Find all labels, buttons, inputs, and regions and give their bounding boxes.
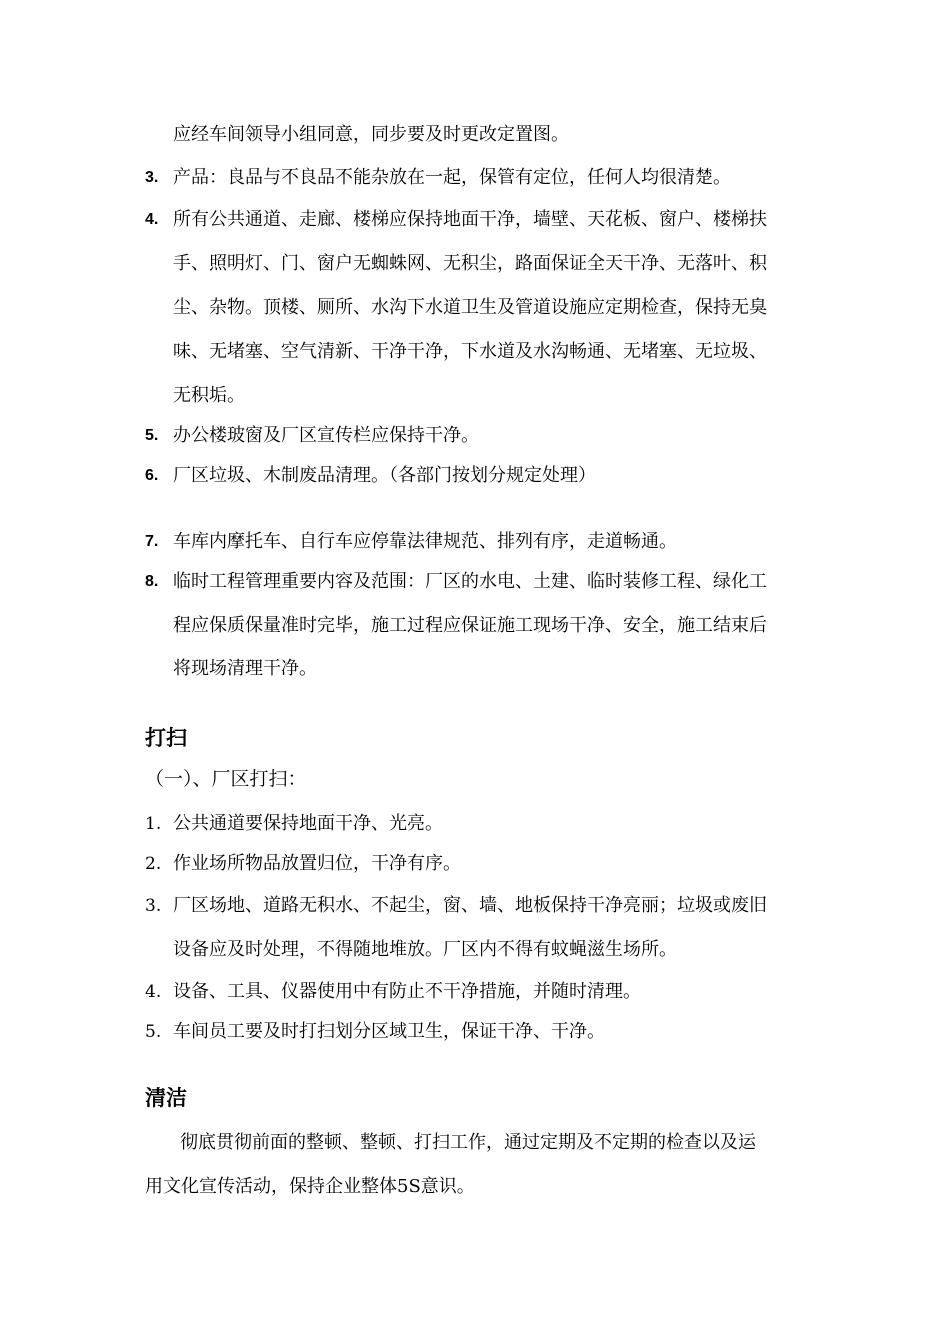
paragraph-line: 彻底贯彻前面的整顿、整顿、打扫工作，通过定期及不定期的检查以及运 xyxy=(180,1132,756,1153)
list-number: 2. xyxy=(145,854,162,874)
list-item-text: 将现场清理干净。 xyxy=(173,658,317,679)
section-heading-clean: 清洁 xyxy=(145,1086,187,1110)
list-number: 3. xyxy=(145,169,159,186)
list-item-text: 所有公共通道、走廊、楼梯应保持地面干净，墙壁、天花板、窗户、楼梯扶 xyxy=(173,209,767,230)
list-number: 7. xyxy=(145,533,159,550)
list-item-text: 设备应及时处理，不得随地堆放。厂区内不得有蚊蝇滋生场所。 xyxy=(173,939,677,960)
section-heading-sweep: 打扫 xyxy=(145,726,187,750)
list-item-text: 无积垢。 xyxy=(173,385,245,406)
list-item-text: 作业场所物品放置归位，干净有序。 xyxy=(173,853,461,874)
list-item-continuation: 应经车间领导小组同意，同步要及时更改定置图。 xyxy=(173,124,569,145)
list-number: 6. xyxy=(145,467,159,484)
list-number: 3. xyxy=(145,896,162,916)
list-item-text: 临时工程管理重要内容及范围：厂区的水电、土建、临时装修工程、绿化工 xyxy=(173,571,767,592)
list-item-text: 手、照明灯、门、窗户无蜘蛛网、无积尘，路面保证全天干净、无落叶、积 xyxy=(173,253,767,274)
list-number: 1. xyxy=(145,814,162,834)
list-item-text: 办公楼玻窗及厂区宣传栏应保持干净。 xyxy=(173,425,479,446)
subsection-title: （一）、厂区打扫： xyxy=(145,768,307,790)
list-item-text: 产品：良品与不良品不能杂放在一起，保管有定位，任何人均很清楚。 xyxy=(173,167,731,188)
list-item-text: 味、无堵塞、空气清新、干净干净，下水道及水沟畅通、无堵塞、无垃圾、 xyxy=(173,341,767,362)
list-number: 8. xyxy=(145,573,159,590)
list-number: 5. xyxy=(145,1022,162,1042)
list-item-text: 厂区场地、道路无积水、不起尘，窗、墙、地板保持干净亮丽；垃圾或废旧 xyxy=(173,895,767,916)
list-item-text: 车间员工要及时打扫划分区域卫生，保证干净、干净。 xyxy=(173,1021,605,1042)
list-item-text: 程应保质保量准时完毕，施工过程应保证施工现场干净、安全，施工结束后 xyxy=(173,615,767,636)
list-number: 4. xyxy=(145,982,162,1002)
paragraph-line: 用文化宣传活动，保持企业整体5S意识。 xyxy=(145,1176,475,1197)
list-item-text: 设备、工具、仪器使用中有防止不干净措施，并随时清理。 xyxy=(173,981,641,1002)
list-number: 4. xyxy=(145,211,159,228)
list-item-text: 车库内摩托车、自行车应停靠法律规范、排列有序，走道畅通。 xyxy=(173,531,677,552)
list-number: 5. xyxy=(145,427,159,444)
list-item-text: 尘、杂物。顶楼、厕所、水沟下水道卫生及管道设施应定期检查，保持无臭 xyxy=(173,297,767,318)
list-item-text: 公共通道要保持地面干净、光亮。 xyxy=(173,813,443,834)
list-item-text: 厂区垃圾、木制废品清理。（各部门按划分规定处理） xyxy=(173,465,596,486)
